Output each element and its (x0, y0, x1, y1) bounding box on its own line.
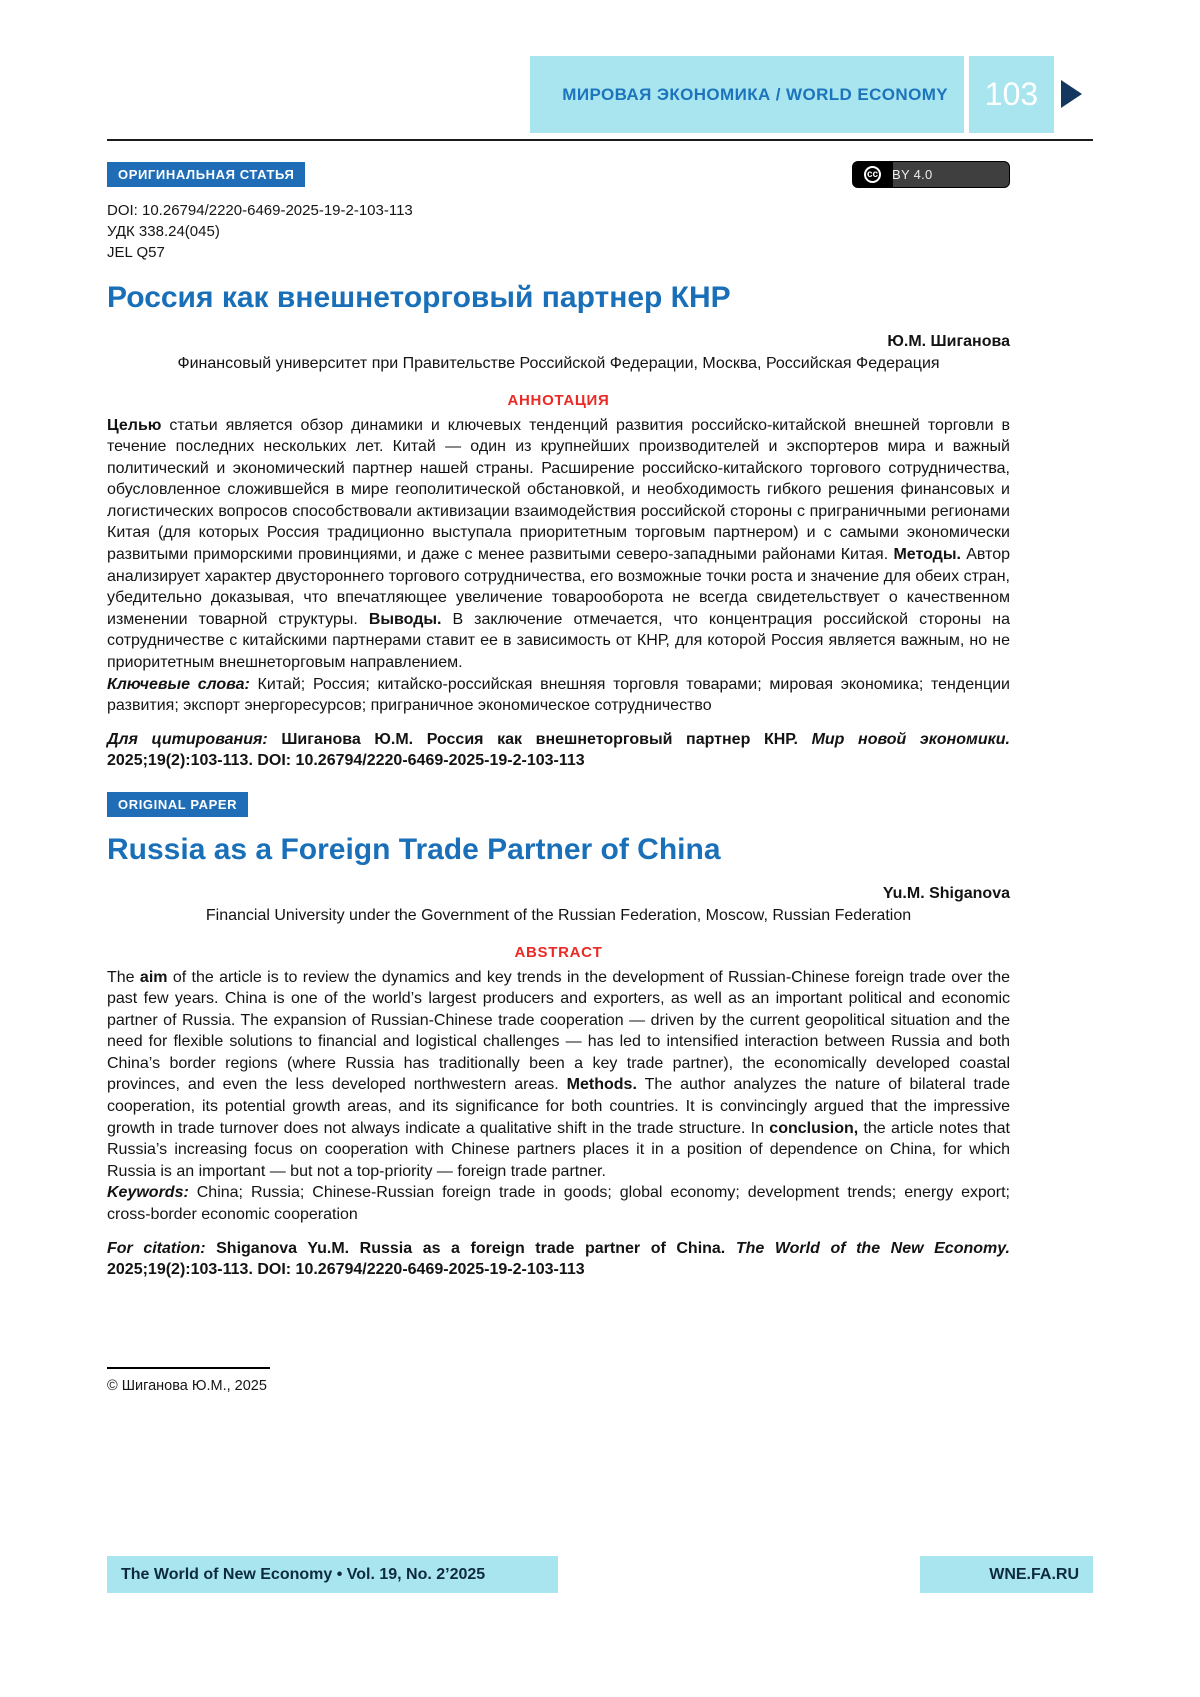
affiliation-ru: Финансовый университет при Правительстве Российской Федерации, Москва, Российская Федерация (177, 354, 940, 372)
footnote-rule (107, 1367, 270, 1369)
header-rule (107, 139, 1093, 141)
udk-line: УДК 338.24(045) (107, 223, 220, 240)
footer-journal-label: The World of New Economy • Vol. 19, No. 2’2025 (121, 1565, 486, 1583)
copyright-text: © Шиганова Ю.М., 2025 (107, 1378, 267, 1394)
affiliation-en: Financial University under the Government of the Russian Federation, Moscow, Russian Federation (205, 906, 912, 924)
abstract-en: The aim of the article is to review the dynamics and key trends in the development of Russian-Chinese foreign trade over the past few years. China is one of the world’s largest producers and exporters, as well as an important political and economic partner of Russia. The expansion of Russian-Chinese trade cooperation — driven by the current geopolitical situation and the need for flexible solutions to financial and logistical challenges — has led to intensified interaction between Russia and both China’s border regions (where Russia has traditionally been a key trade partner), the economically developed coastal provinces, and even the less developed northwestern areas. Methods. The author analyzes the nature of bilateral trade cooperation, its potential growth areas, and its significance for both countries. It is convincingly argued that the impressive growth in trade turnover does not always indicate a qualitative shift in the trade structure. In conclusion, the article notes that Russia’s increasing focus on cooperation with Chinese partners places it in a position of dependence on China, for which Russia is an important — but not a top-priority — foreign trade partner. (107, 968, 1011, 1180)
badges-row (107, 161, 1010, 188)
keywords-en: Keywords: China; Russia; Chinese-Russian foreign trade in goods; global economy; development trends; energy export; cross-border economic cooperation (107, 1184, 1010, 1224)
author-ru: Ю.М. Шиганова (887, 332, 1010, 350)
citation-en: For citation: Shiganova Yu.M. Russia as a foreign trade partner of China. The World of the New Economy. 2025;19(2):103-113. DOI: 10.26794/2220-6469-2025-19-2-103-113 (107, 1239, 1011, 1279)
article-title-en: Russia as a Foreign Trade Partner of China (107, 833, 721, 866)
footer-website-label: WNE.FA.RU (989, 1565, 1079, 1583)
article-meta (107, 200, 1010, 263)
citation-ru: Для цитирования: Шиганова Ю.М. Россия как внешнеторговый партнер КНР. Мир новой экономики. 2025;19(2):103-113. DOI: 10.26794/2220-6469-2025-19-2-103-113 (107, 730, 1010, 770)
footer-journal-info (107, 1556, 558, 1593)
article-content (107, 161, 1010, 1281)
abstract-heading-en: ABSTRACT (514, 943, 603, 961)
doi-line: DOI: 10.26794/2220-6469-2025-19-2-103-113 (107, 202, 413, 219)
footer-website (920, 1556, 1093, 1593)
page-number: 103 (984, 76, 1039, 112)
journal-section-title: МИРОВАЯ ЭКОНОМИКА / WORLD ECONOMY (562, 84, 948, 104)
keywords-ru: Ключевые слова: Китай; Россия; китайско-российская внешняя торговля товарами; мировая экономика; тенденции развития; экспорт энергоресурсов; приграничное экономическое сотрудничество (107, 675, 1010, 715)
original-paper-en-badge: ORIGINAL PAPER (107, 792, 248, 817)
abstract-ru: Целью статьи является обзор динамики и ключевых тенденций развития российско-китайской внешней торговли в течение последних нескольких лет. Китай — один из крупнейших производителей и экспортеров мира и важный политический и экономический партнер нашей страны. Расширение российско-китайского торгового сотрудничества, обусловленное сложившейся в мире геополитической обстановкой, и необходимость гибкого решения финансовых и логистических вопросов способствовали активизации взаимодействия российской стороны с приграничными регионами Китая (для которых Россия традиционно выступала приоритетным торговым партнером) и с самыми экономически развитыми приморскими провинциями, и даже с менее развитыми северо-западными районами Китая. Методы. Автор анализирует характер двустороннего торгового сотрудничества, его возможные точки роста и значение для обеих стран, убедительно доказывая, что впечатляющее увеличение товарооборота не всегда свидетельствует о качественном изменении товарной структуры. Выводы. В заключение отмечается, что концентрация российской стороны на сотрудничестве с китайскими партнерами ставит ее в зависимость от КНР, для которой Россия является важным, но не приоритетным внешнеторговым направлением. (107, 416, 1011, 672)
cc-license-label: BY 4.0 (892, 167, 933, 182)
original-paper-badge-row (107, 792, 1010, 817)
copyright-footnote (107, 1367, 270, 1394)
author-en: Yu.M. Shiganova (882, 884, 1010, 902)
article-title-ru: Россия как внешнеторговый партнер КНР (107, 281, 731, 314)
header-band (530, 56, 1054, 133)
arrow-right-icon (1061, 80, 1082, 108)
cc-icon: cc (864, 166, 881, 183)
jel-line: JEL Q57 (107, 244, 165, 261)
abstract-heading-ru: АННОТАЦИЯ (507, 391, 610, 409)
cc-license-badge (852, 161, 1010, 188)
original-article-ru-badge: ОРИГИНАЛЬНАЯ СТАТЬЯ (107, 162, 305, 187)
